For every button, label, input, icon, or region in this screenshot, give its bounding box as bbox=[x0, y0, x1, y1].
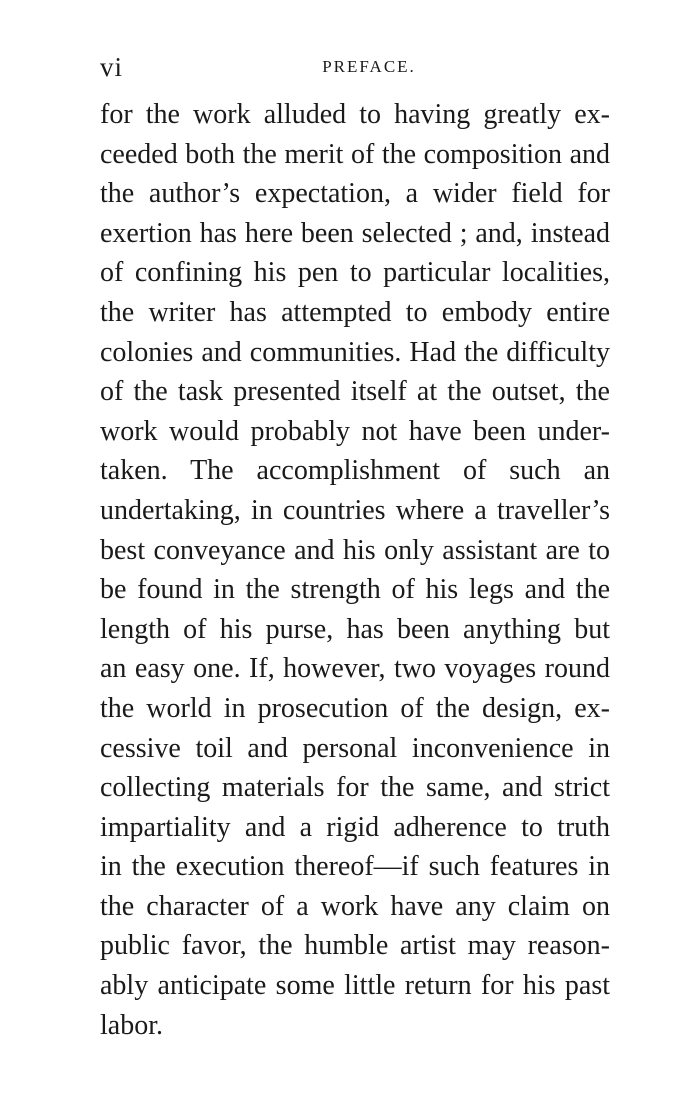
text-line: collecting materials for the same, and strict bbox=[100, 772, 610, 804]
text-line: taken. The accomplishment of such an bbox=[100, 455, 610, 487]
text-line: of confining his pen to particular localities, bbox=[100, 257, 610, 289]
text-line: ably anticipate some little return for his past bbox=[100, 970, 610, 1002]
running-head bbox=[100, 50, 610, 84]
text-line: undertaking, in countries where a traveller’s bbox=[100, 494, 610, 526]
text-line: the character of a work have any claim on bbox=[100, 890, 610, 922]
text-line: the author’s expectation, a wider field for bbox=[100, 178, 610, 210]
text-line: labor. bbox=[100, 1009, 163, 1041]
text-line: the world in prosecution of the design, ex- bbox=[100, 692, 610, 724]
text-line: be found in the strength of his legs and the bbox=[100, 574, 610, 606]
text-line: in the execution thereof—if such features in bbox=[100, 851, 610, 883]
text-line: ceeded both the merit of the composition and bbox=[100, 138, 610, 170]
text-line: colonies and communities. Had the difficulty bbox=[100, 336, 610, 368]
text-line: exertion has here been selected ; and, instead bbox=[100, 217, 610, 249]
text-line: impartiality and a rigid adherence to truth bbox=[100, 811, 610, 843]
text-line: best conveyance and his only assistant are to bbox=[100, 534, 610, 566]
text-line: work would probably not have been under- bbox=[100, 415, 610, 447]
text-line: public favor, the humble artist may reason- bbox=[100, 930, 610, 962]
running-title: PREFACE. bbox=[322, 57, 416, 76]
text-line: for the work alluded to having greatly ex- bbox=[100, 99, 610, 130]
text-line: cessive toil and personal inconvenience in bbox=[100, 732, 610, 764]
text-line: of the task presented itself at the outset, the bbox=[100, 376, 610, 408]
page-number: vi bbox=[100, 52, 124, 82]
text-line: an easy one. If, however, two voyages round bbox=[100, 653, 610, 685]
text-line: the writer has attempted to embody entire bbox=[100, 296, 610, 328]
text-line: length of his purse, has been anything but bbox=[100, 613, 610, 645]
preface-body-text bbox=[100, 95, 610, 1045]
